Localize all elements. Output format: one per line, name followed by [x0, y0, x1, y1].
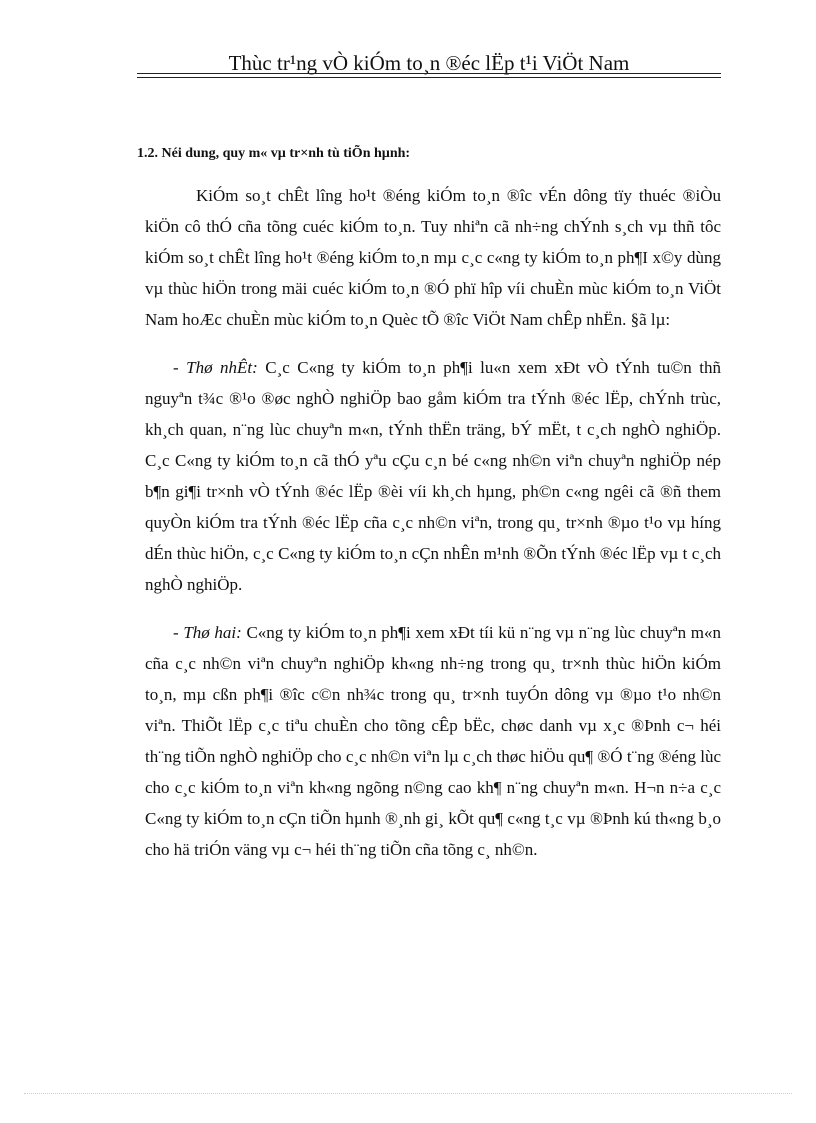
list-item — [145, 617, 721, 865]
page-bottom-rule — [24, 1093, 792, 1094]
list-item-lead: - Thø hai: — [173, 623, 242, 642]
page-header: Thùc tr¹ng vÒ kiÓm to¸n ®éc lËp t¹i ViÖt Nam — [228, 51, 630, 75]
section-heading: 1.2. Néi dung, quy m« vµ tr×nh tù tiÕn hµnh: — [137, 146, 411, 161]
header-rule-double — [137, 77, 721, 78]
header-rule — [137, 73, 721, 74]
intro-paragraph: KiÓm so¸t chÊt lîng ho¹t ®éng kiÓm to¸n ®îc vÉn dông tïy thuéc ®iÒu kiÖn cô thÓ cña tõng cuéc kiÓm to¸n. Tuy nhiªn cã nh÷ng chÝnh s¸ch vµ thñ tôc kiÓm so¸t chÊt lîng ho¹t ®éng kiÓm to¸n mµ c¸c c«ng ty kiÓm to¸n ph¶I x©y dùng vµ thùc hiÖn trong mäi cuéc kiÓm to¸n ®Ó phï hîp víi chuÈn mùc kiÓm to¸n ViÖt Nam hoÆc chuÈn mùc kiÓm to¸n Quèc tÕ ®îc ViÖt Nam chÊp nhËn. §ã lµ: — [145, 186, 721, 329]
list-item-text: C«ng ty kiÓm to¸n ph¶i xem xÐt tíi kü n¨ng vµ n¨ng lùc chuyªn m«n cña c¸c nh©n viªn chuyªn nghiÖp kh«ng nh÷ng trong qu¸ tr×nh thùc hiÖn kiÓm to¸n, mµ cßn ph¶i ®îc c©n nh¾c trong qu¸ tr×nh tuyÓn dông vµ ®µo t¹o nh©n viªn. ThiÕt lËp c¸c tiªu chuÈn cho tõng cÊp bËc, chøc danh vµ x¸c ®Þnh c¬ héi th¨ng tiÕn nghÒ nghiÖp cho c¸c nh©n viªn lµ c¸ch thøc hiÖu qu¶ ®Ó t¨ng ®éng lùc cho c¸c kiÓm to¸n viªn kh«ng ngõng n©ng cao kh¶ n¨ng chuyªn m«n. H¬n n÷a c¸c C«ng ty kiÓm to¸n cÇn tiÕn hµnh ®¸nh gi¸ kÕt qu¶ c«ng t¸c vµ ®Þnh kú th«ng b¸o cho hä triÓn väng vµ c¬ héi th¨ng tiÕn cña tõng c¸ nh©n. — [145, 623, 721, 859]
document-body — [145, 180, 721, 882]
list-item-lead: - Thø nhÊt: — [173, 358, 258, 377]
list-item — [145, 352, 721, 600]
list-item-text: C¸c C«ng ty kiÓm to¸n ph¶i lu«n xem xÐt vÒ tÝnh tu©n thñ nguyªn t¾c ®¹o ®øc nghÒ nghiÖp bao gåm kiÓm tra tÝnh ®éc lËp, chÝnh trùc, kh¸ch quan, n¨ng lùc chuyªn m«n, tÝnh thËn träng, bÝ mËt, t c¸ch nghÒ nghiÖp. C¸c C«ng ty kiÓm to¸n cã thÓ yªu cÇu c¸n bé c«ng nh©n viªn chuyªn nghiÖp nép b¶n gi¶i tr×nh vÒ tÝnh ®éc lËp ®èi víi kh¸ch hµng, ph©n c«ng ngêi cã ®ñ them quyÒn kiÓm tra tÝnh ®éc lËp cña c¸c nh©n viªn, trong qu¸ tr×nh ®µo t¹o vµ híng dÉn thùc hiÖn, c¸c C«ng ty kiÓm to¸n cÇn nhÊn m¹nh ®Õn tÝnh ®éc lËp vµ t c¸ch nghÒ nghiÖp. — [145, 358, 721, 594]
